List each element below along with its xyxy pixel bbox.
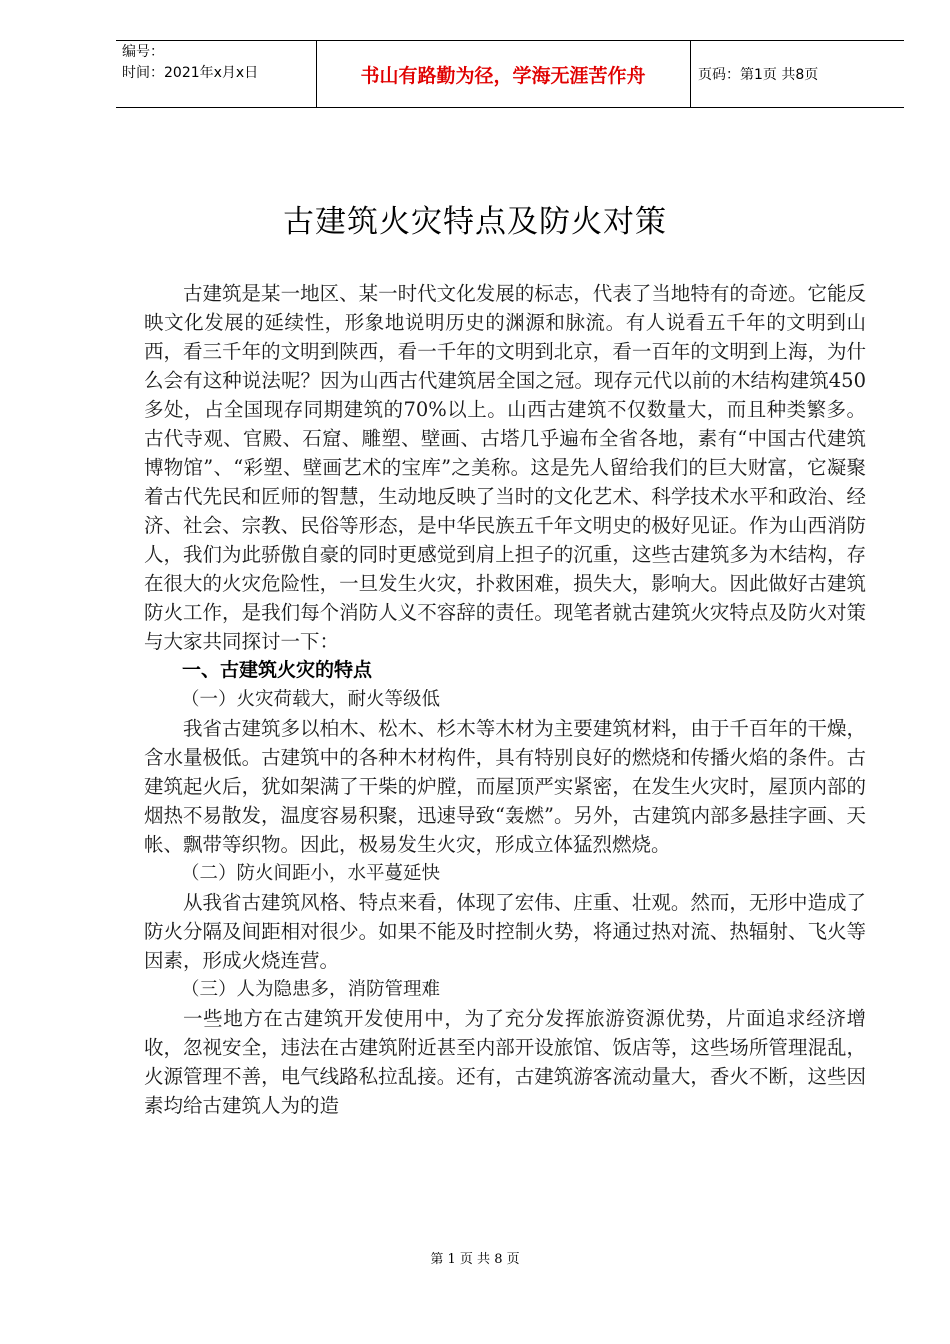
subsection-heading: （一）火灾荷载大，耐火等级低	[181, 689, 441, 710]
body-paragraph: 一些地方在古建筑开发使用中，为了充分发挥旅游资源优势，片面追求经济增收，忽视安全，违法在古建筑附近甚至内部开设旅馆、饭店等，这些场所管理混乱，火源管理不善，电气线路私拉乱接。还有，古建筑游客流动量大，香火不断，这些因素均给古建筑人为的造	[144, 1007, 866, 1117]
page-footer: 第 1 页 共 8 页	[430, 1252, 520, 1267]
document-body	[144, 279, 866, 1120]
subsection-heading: （三）人为隐患多，消防管理难	[181, 979, 441, 1000]
header-divider	[690, 41, 691, 107]
subsection-heading: （二）防火间距小，水平蔓延快	[181, 863, 441, 884]
body-paragraph: 我省古建筑多以柏木、松木、杉木等木材为主要建筑材料，由于千百年的干燥，含水量极低。古建筑中的各种木材构件，具有特别良好的燃烧和传播火焰的条件。古建筑起火后，犹如架满了干柴的炉膛，而屋顶严实紧密，在发生火灾时，屋顶内部的烟热不易散发，温度容易积聚，迅速导致“轰燃”。另外，古建筑内部多悬挂字画、天帐、飘带等织物。因此，极易发生火灾，形成立体猛烈燃烧。	[144, 717, 866, 856]
document-title: 古建筑火灾特点及防火对策	[283, 204, 667, 240]
time-label: 时间：2021年x月x日	[122, 65, 259, 81]
header-meta	[122, 42, 312, 84]
section-heading: 一、古建筑火灾的特点	[182, 659, 373, 681]
number-label: 编号：	[122, 44, 164, 60]
intro-paragraph: 古建筑是某一地区、某一时代文化发展的标志，代表了当地特有的奇迹。它能反映文化发展的延续性，形象地说明历史的渊源和脉流。有人说看五千年的文明到山西，看三千年的文明到陕西，看一千年的文明到北京，看一百年的文明到上海，为什么会有这种说法呢？因为山西古代建筑居全国之冠。现存元代以前的木结构建筑450多处，占全国现存同期建筑的70%以上。山西古建筑不仅数量大，而且种类繁多。古代寺观、官殿、石窟、雕塑、壁画、古塔几乎遍布全省各地，素有“中国古代建筑博物馆”、“彩塑、壁画艺术的宝库”之美称。这是先人留给我们的巨大财富，它凝聚着古代先民和匠师的智慧，生动地反映了当时的文化艺术、科学技术水平和政治、经济、社会、宗教、民俗等形态，是中华民族五千年文明史的极好见证。作为山西消防人，我们为此骄傲自豪的同时更感觉到肩上担子的沉重，这些古建筑多为木结构，存在很大的火灾危险性，一旦发生火灾，扑救困难，损失大，影响大。因此做好古建筑防火工作，是我们每个消防人义不容辞的责任。现笔者就古建筑火灾特点及防火对策与大家共同探讨一下：	[144, 282, 866, 653]
body-paragraph: 从我省古建筑风格、特点来看，体现了宏伟、庄重、壮观。然而，无形中造成了防火分隔及间距相对很少。如果不能及时控制火势，将通过热对流、热辐射、飞火等因素，形成火烧连营。	[144, 891, 866, 972]
header-motto: 书山有路勤为径，学海无涯苦作舟	[360, 64, 646, 87]
document-header	[116, 40, 904, 108]
header-page-info: 页码：第1页 共8页	[698, 67, 819, 83]
